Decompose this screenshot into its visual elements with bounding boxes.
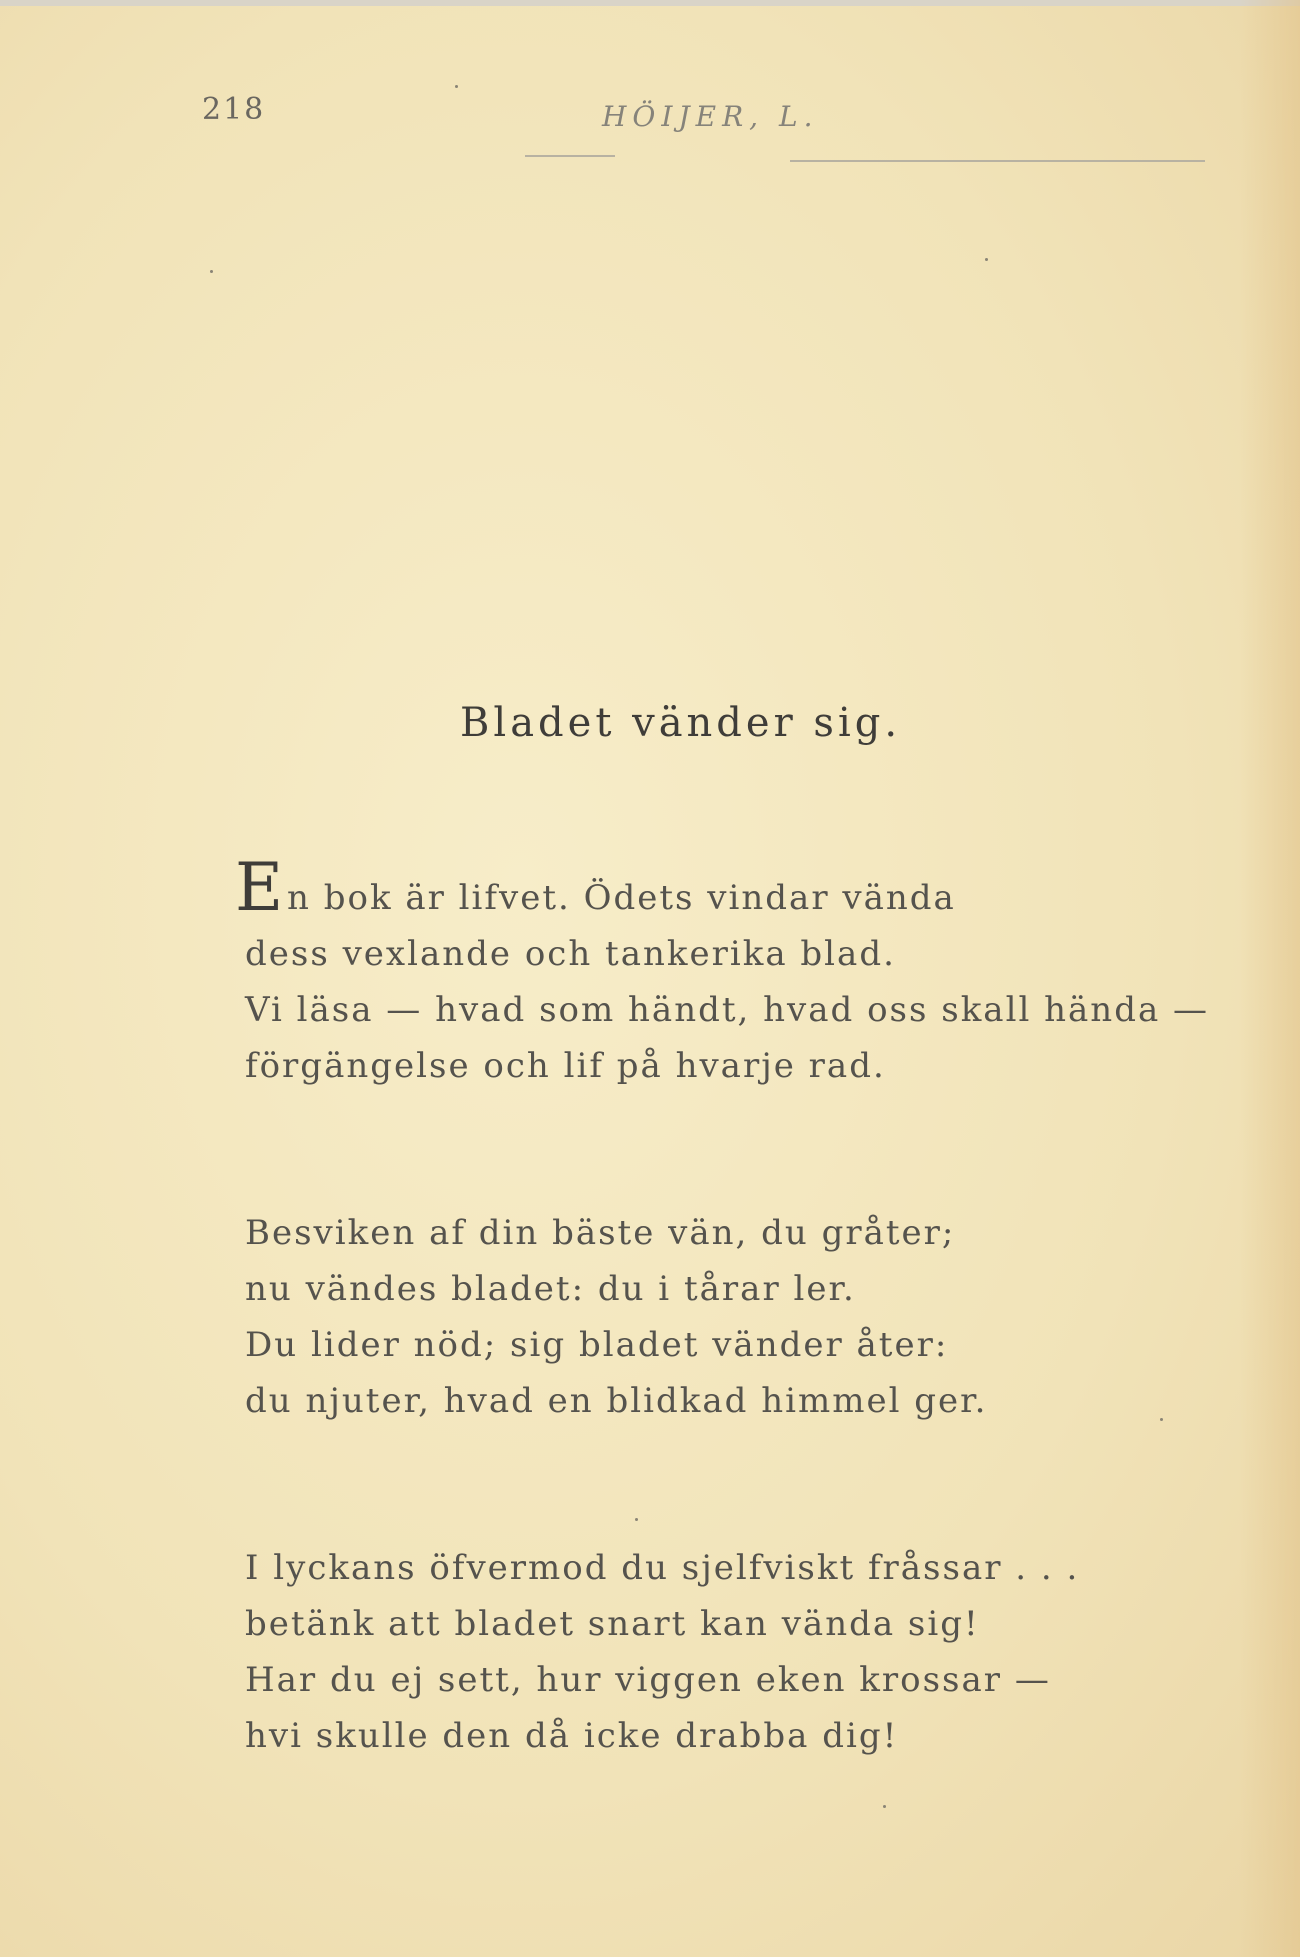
poem-line: du njuter, hvad en blidkad himmel ger. (245, 1381, 988, 1421)
poem-line: nu vändes bladet: du i tårar ler. (245, 1269, 856, 1309)
poem-line: dess vexlande och tankerika blad. (245, 934, 896, 974)
poem-line: Besviken af din bäste vän, du gråter; (245, 1213, 956, 1253)
poem-title: Bladet vänder sig. (460, 700, 902, 746)
scan-speck (455, 85, 458, 88)
poem-line: hvi skulle den då icke drabba dig! (245, 1716, 899, 1756)
poem-line: Har du ej sett, hur viggen eken krossar — (245, 1660, 1051, 1700)
drop-cap: E (235, 849, 286, 926)
running-head: HÖIJER, L. (602, 100, 819, 133)
poem-line (235, 849, 1225, 926)
page-edge-shadow (1240, 0, 1300, 1957)
header-rule-right (790, 160, 1205, 162)
poem-line: betänk att bladet snart kan vända sig! (245, 1604, 980, 1644)
poem-line: I lyckans öfvermod du sjelfviskt fråssar . . . (245, 1548, 1080, 1588)
stanza-2 (245, 1205, 1225, 1429)
scan-speck (883, 1805, 886, 1808)
scan-speck (1160, 1418, 1163, 1421)
scan-top-edge (0, 0, 1300, 6)
stanza-3 (245, 1540, 1225, 1764)
poem-line: förgängelse och lif på hvarje rad. (245, 1046, 886, 1086)
page-number: 218 (202, 92, 266, 127)
scan-speck (985, 258, 988, 261)
scan-speck (635, 1518, 638, 1521)
scan-speck (210, 270, 213, 273)
header-rule-left (525, 155, 615, 157)
first-line-text: n bok är lifvet. Ödets vindar vända (287, 878, 956, 918)
poem-line: Du lider nöd; sig bladet vänder åter: (245, 1325, 949, 1365)
stanza-1 (235, 849, 1225, 1094)
poem-line: Vi läsa — hvad som händt, hvad oss skall hända — (245, 990, 1210, 1030)
